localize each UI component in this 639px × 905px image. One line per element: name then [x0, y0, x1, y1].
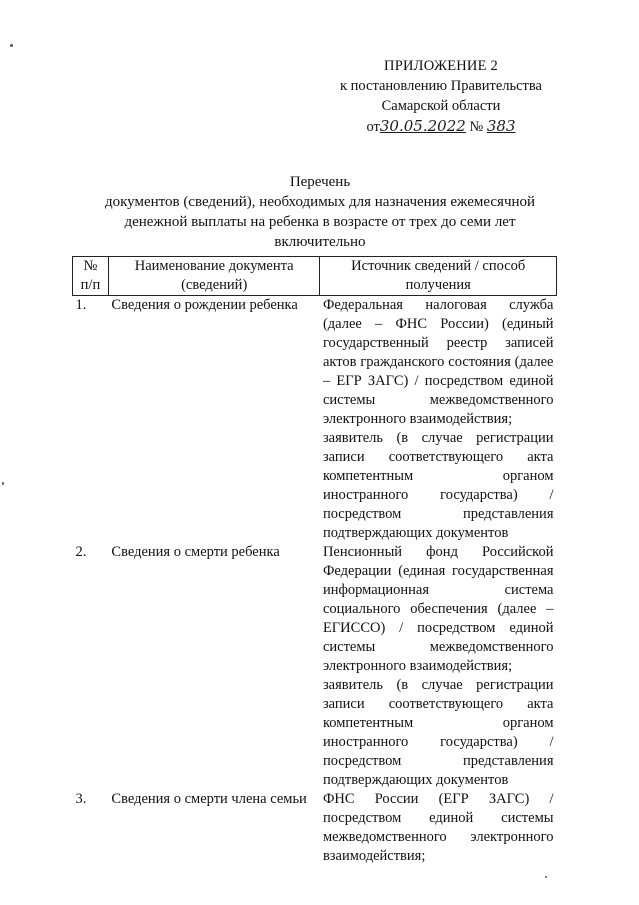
appendix-header: [310, 56, 572, 137]
source-paragraph: заявитель (в случае регистрации записи соответствующего акта компетентным органом иностранного государства) / посредством представления подтверждающих документов: [322, 677, 554, 788]
header-document-name: Наименование документа (сведений): [108, 257, 320, 296]
title-line-2: документов (сведений), необходимых для назначения ежемесячной: [104, 194, 536, 210]
header-number: № п/п: [73, 257, 109, 296]
table-row: [73, 790, 557, 866]
appendix-resolution-line: к постановлению Правительства: [340, 78, 542, 94]
source-paragraph: ФНС России (ЕГР ЗАГС) / посредством единой системы межведомственного электронного взаимодействия;: [322, 791, 554, 864]
table-row: [73, 543, 557, 790]
scan-speck: [545, 876, 547, 878]
row-source: [320, 543, 557, 790]
source-paragraph: Федеральная налоговая служба (далее – ФНС России) (единый государственный реестр записей актов гражданского состояния (далее – ЕГР ЗАГС) / посредством единой системы межведомственного электронного взаимодействия;: [322, 297, 554, 427]
source-paragraph: заявитель (в случае регистрации записи соответствующего акта компетентным органом иностранного государства) / посредством представления подтверждающих документов: [322, 430, 554, 541]
title-line-4: включительно: [274, 234, 366, 250]
number-prefix: №: [469, 119, 484, 135]
scan-speck: [10, 44, 13, 47]
row-source: [320, 790, 557, 866]
table-header-row: [73, 257, 557, 296]
handwritten-date: 30.05.2022: [379, 117, 466, 135]
scan-speck: [2, 482, 4, 485]
row-document-name: Сведения о смерти члена семьи: [111, 791, 307, 807]
date-prefix: от: [366, 119, 380, 135]
header-source: Источник сведений / способ получения: [320, 257, 557, 296]
title-line-1: Перечень: [289, 174, 351, 190]
appendix-title: ПРИЛОЖЕНИЕ 2: [384, 58, 498, 74]
title-line-3: денежной выплаты на ребенка в возрасте от трех до семи лет: [124, 214, 516, 230]
row-document-name: Сведения о рождении ребенка: [111, 297, 298, 313]
documents-table: [72, 256, 557, 866]
handwritten-number: 383: [486, 117, 516, 135]
row-number: 2.: [75, 544, 87, 560]
document-title: [60, 172, 580, 252]
appendix-date-line: [310, 116, 572, 137]
source-paragraph: Пенсионный фонд Российской Федерации (единая государственная информационная система социального обеспечения (далее – ЕГИССО) / посредством единой системы межведомственного электронного взаимодействия;: [322, 544, 554, 674]
table-row: [73, 296, 557, 544]
row-number: 3.: [75, 791, 87, 807]
appendix-region-line: Самарской области: [381, 98, 501, 114]
row-document-name: Сведения о смерти ребенка: [111, 544, 280, 560]
row-source: [320, 296, 557, 544]
row-number: 1.: [75, 297, 87, 313]
